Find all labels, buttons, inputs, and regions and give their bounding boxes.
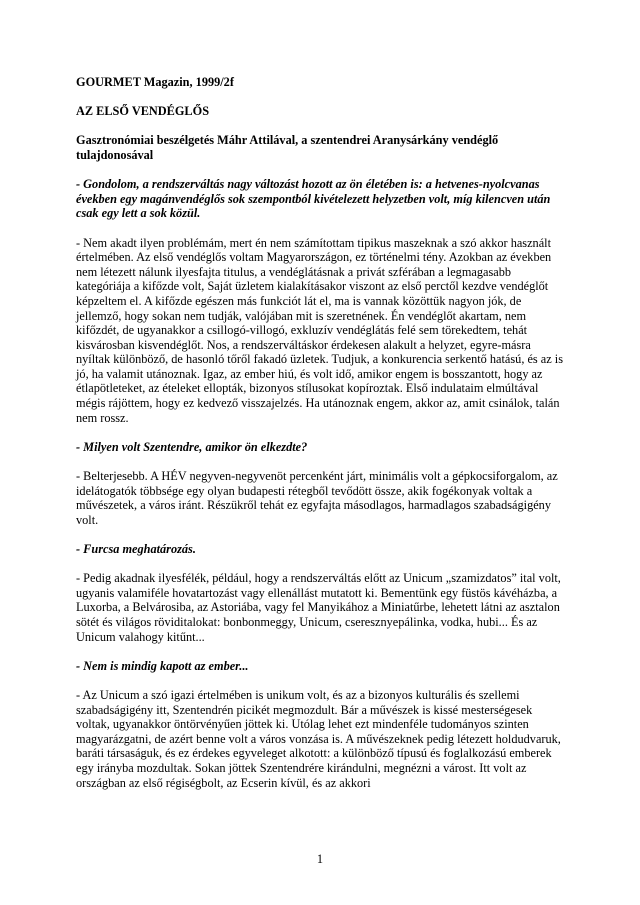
magazine-title: GOURMET Magazin, 1999/2f bbox=[76, 75, 234, 89]
interview-question: - Gondolom, a rendszerváltás nagy változást hozott az ön életében is: a hetvenes-nyolcvanas években egy magánvendéglős sok szempontból kivételezett helyzetben volt, míg kilencven után csak egy lett a sok közül. bbox=[76, 177, 551, 221]
interview-answer: - Nem akadt ilyen problémám, mert én nem számítottam tipikus maszeknak a szó akkor használt értelmében. Az első vendéglős voltam Magyarországon, ez történelmi tény. Azokban az években nem létezett nálunk ilyesfajta titulus, a vendéglátásnak a privát szférában a legmagasabb kategóriája a kifőzde volt, Saját üzletem kialakításakor viszont az első perctől kezdve vendéglőt képzeltem el. A kifőzde egészen más funkciót lát el, ma is vannak közöttük nagyon jók, de jellemző, hogy sokan nem tudják, valójában mit is szeretnének. Én vendéglőt akartam, nem kifőzdét, de ugyanakkor a csillogó-villogó, exkluzív vendéglátás felé sem törekedtem, tehát kisvárosban kisvendéglőt. Nos, a rendszerváltáskor érdekesen alakult a helyzet, egyre-másra nyíltak különböző, de hasonló tőről fakadó üzletek. Tudjuk, a konkurencia serkentő hatású, és az is jó, ha valamit utánoznak. Igaz, az ember hiú, és volt idő, amikor engem is bosszantott, hogy az étlapötleteket, az ételeket ellopták, bizonyos stílusokat kopíroztak. Első indulataim elmúltával mégis rájöttem, hogy ez kedvező visszajelzés. Ha utánoznak engem, akkor az, amit csinálok, talán nem rossz. bbox=[76, 235, 563, 425]
document-body bbox=[76, 75, 568, 805]
interview-question: - Furcsa meghatározás. bbox=[76, 542, 196, 556]
article-subtitle: Gasztronómiai beszélgetés Máhr Attilával, a szentendrei Aranysárkány vendéglő tulajdonosával bbox=[76, 133, 499, 162]
interview-answer: - Belterjesebb. A HÉV negyven-negyvenöt percenként járt, minimális volt a gépkocsiforgalom, az idelátogatók többsége egy olyan budapesti rétegből tevődött össze, akik fogékonyak voltak a művészetek, a város iránt. Részükről tehát ez egyfajta másodlagos, harmadlagos szabadságigény volt. bbox=[76, 469, 558, 527]
page-number: 1 bbox=[316, 852, 324, 866]
interview-answer: - Pedig akadnak ilyesfélék, például, hogy a rendszerváltás előtt az Unicum „szamizdatos” ital volt, ugyanis valamiféle hovatartozást vagy ellenállást mutatott ki. Bementünk egy füstös kávéházba, a Luxorba, a Belvárosiba, az Astoriába, vagy fel Manyikához a Miniatűrbe, lehetett látni az asztalon sötét és világos röviditalokat: bonbonmeggy, Unicum, cseresznyepálinka, vodka, hubi... És az Unicum valahogy kitűnt... bbox=[76, 571, 561, 644]
interview-answer: - Az Unicum a szó igazi értelmében is unikum volt, és az a bizonyos kulturális és szellemi szabadságigény itt, Szentendrén picikét megmozdult. Bár a művészek is kissé mesterségesek voltak, ugyanakkor öntörvényűen jöttek ki. Utólag lehet ezt mindenféle tudományos szinten magyarázgatni, de azért benne volt a város vonzása is. A művészeknek pedig létezett holdudvaruk, baráti társaságuk, és ez érdekes egyveleget alkotott: a különböző típusú és foglalkozású emberek egy irányba mozdultak. Sokan jöttek Szentendrére kirándulni, megnézni a várost. Itt volt az országban az első régiségbolt, az Ecserin kívül, és az akkori bbox=[76, 687, 561, 790]
interview-question: - Nem is mindig kapott az ember... bbox=[76, 658, 249, 673]
article-title: AZ ELSŐ VENDÉGLŐS bbox=[76, 104, 210, 119]
interview-question: - Milyen volt Szentendre, amikor ön elkezdte? bbox=[76, 439, 308, 454]
